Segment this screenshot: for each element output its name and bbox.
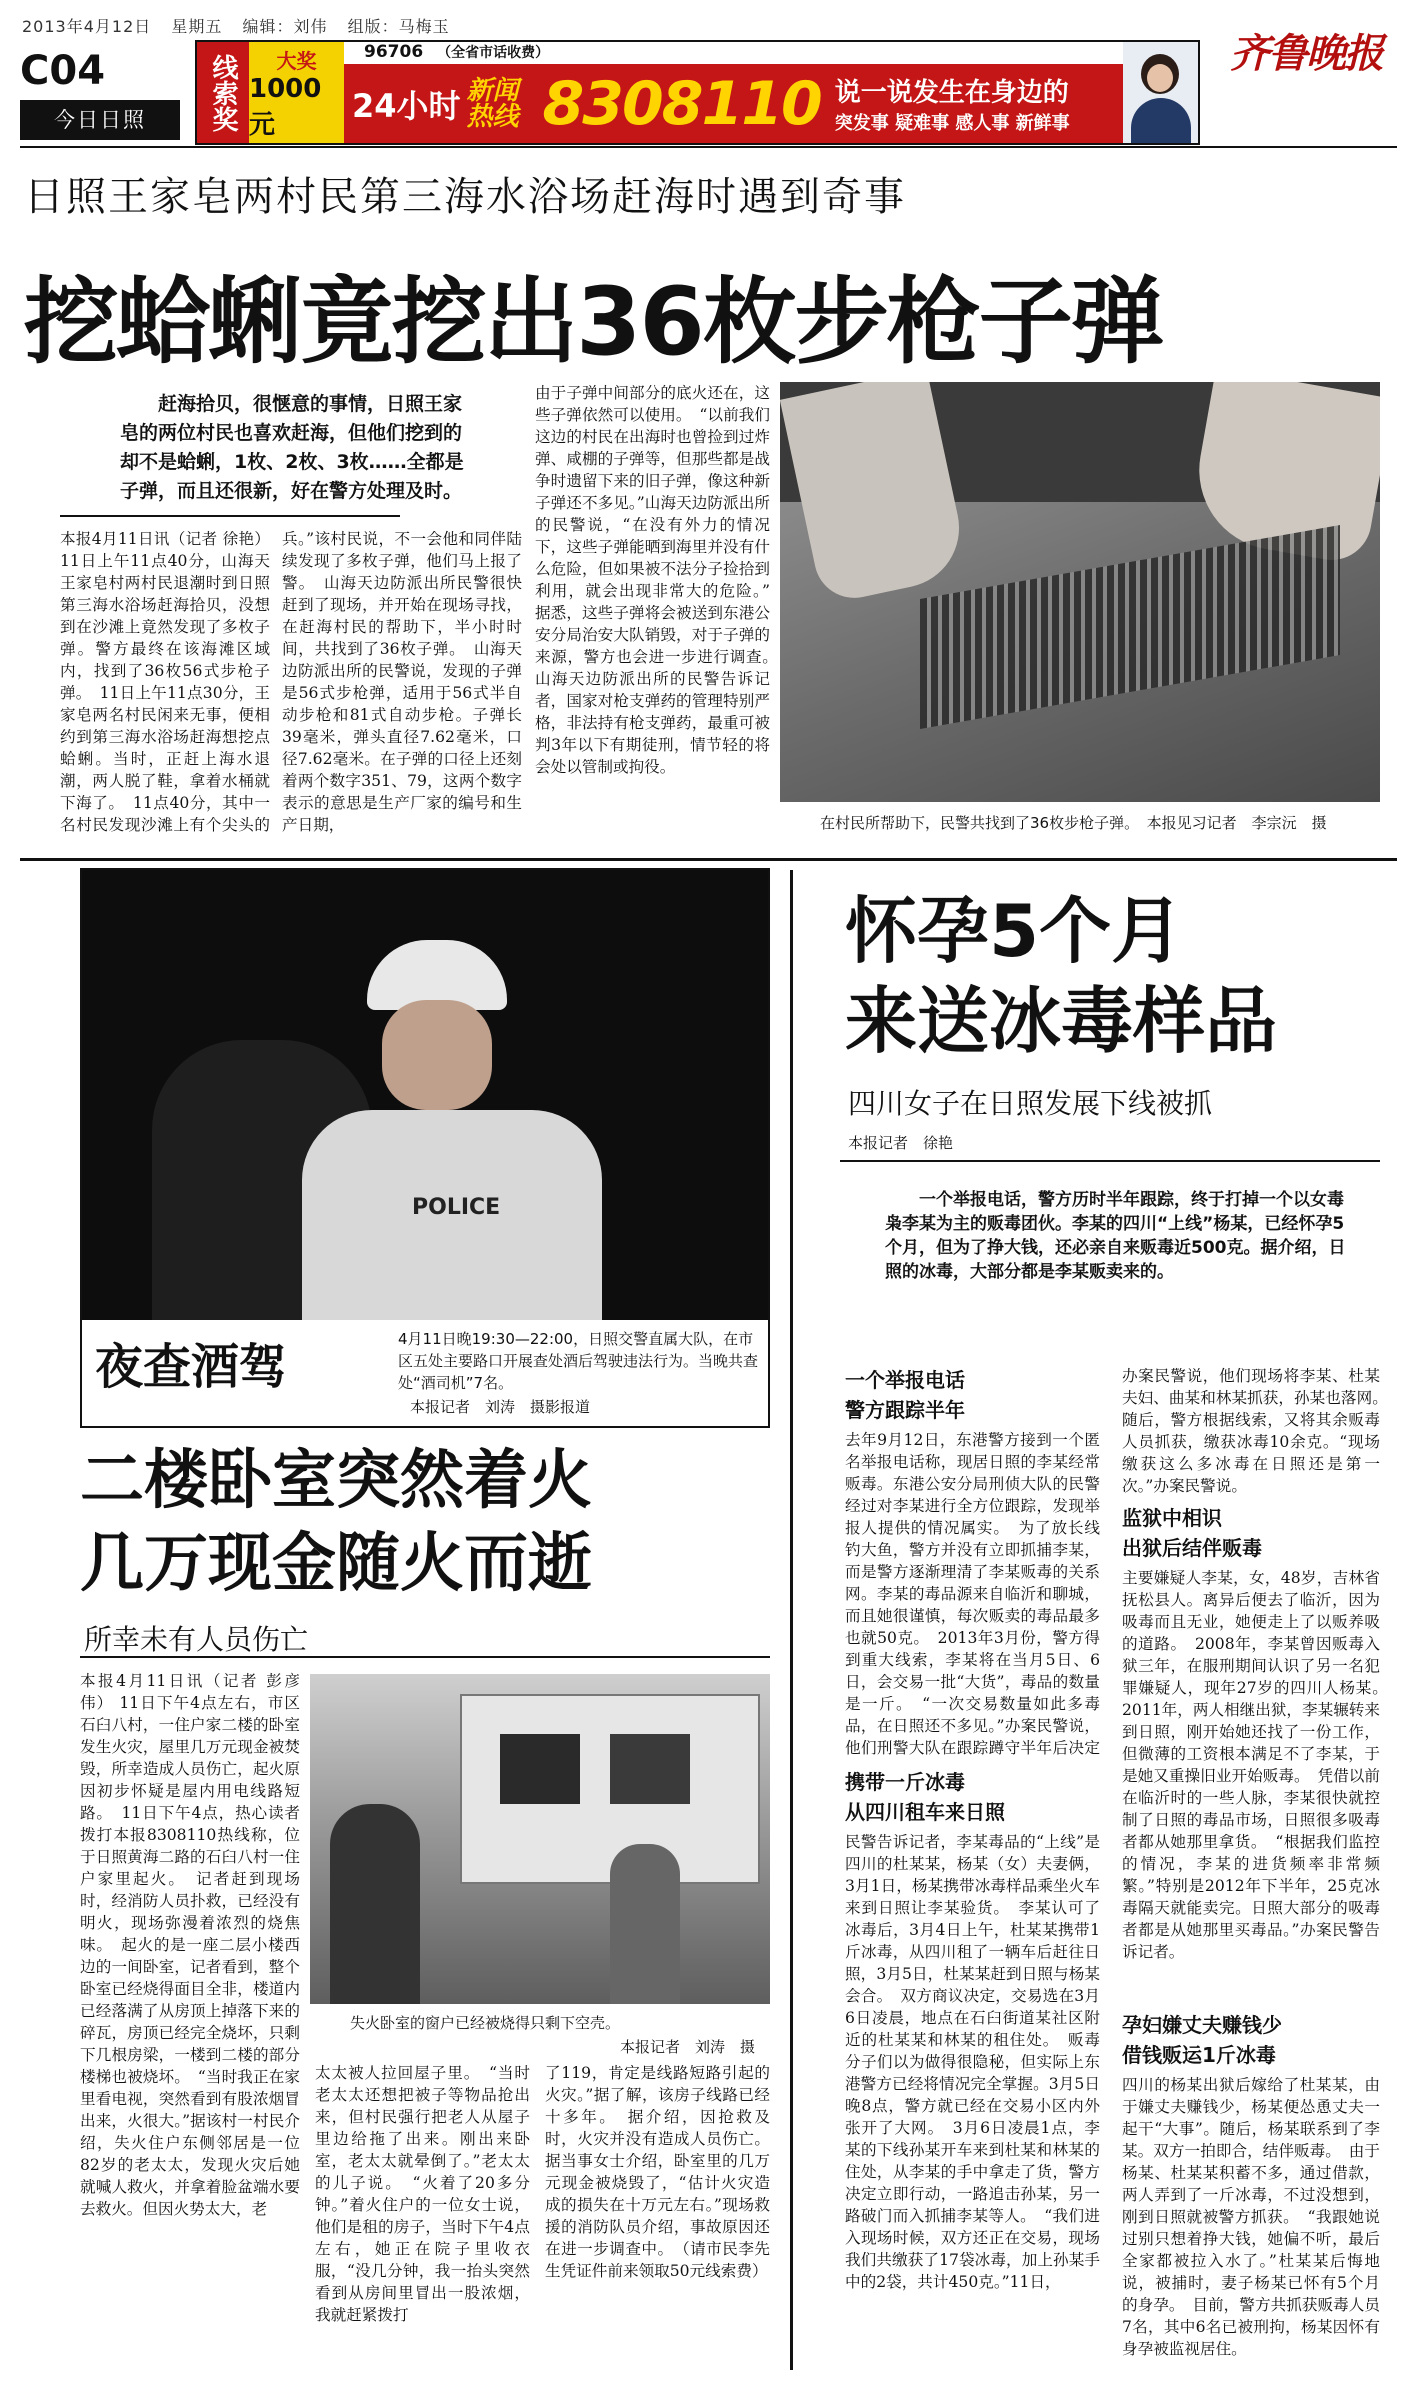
story4-heading-a1: 一个举报电话 xyxy=(845,1368,965,1392)
story1-lead: 赶海拾贝，很惬意的事情，日照王家皂的两位村民也喜欢赶海，但他们挖到的却不是蛤蜊，1枚、2枚、3枚……全都是子弹，而且还很新，好在警方处理及时。 xyxy=(120,393,464,502)
story3-rule xyxy=(80,1656,770,1658)
banner-left-label: 线索奖 xyxy=(197,42,249,143)
story2-credit: 本报记者 刘涛 摄影报道 xyxy=(410,1398,591,1416)
story4-subhead: 四川女子在日照发展下线被抓 xyxy=(848,1087,1213,1120)
story3-photo-credit: 本报记者 刘涛 摄 xyxy=(620,2038,756,2056)
photo-officer-face xyxy=(382,1000,492,1110)
story1-photo xyxy=(780,382,1380,802)
banner-number: 8308110 xyxy=(542,68,821,139)
story1-column-3: 由于子弹中间部分的底火还在，这些子弹依然可以使用。 “以前我们这边的村民在出海时也曾捡到过炸弹、咸棚的子弹等，但那些都是战争时遗留下来的旧子弹，像这种新子弹还不多见。”山海天边防派出所的民警说，“在没有外力的情况下，这些子弹能晒到海里并没有什么危险，但如果被不法分子捡拾到利用，就会出现非常大的危险。” 据悉，这些子弹将会被送到东港公安分局治安大队销毁，对于子弹的来源，警方也会进一步进行调查。 山海天边防派出所的民警告诉记者，国家对枪支弹药的管理特别严格，非法持有枪支弹药，最重可被判3年以下有期徒刑，情节轻的将会处以管制或拘役。 xyxy=(535,384,770,776)
story4-column-2 xyxy=(1122,1365,1380,2365)
story2-caption: 4月11日晚19:30—22:00，日照交警直属大队，在市区五处主要路口开展查处酒后驾驶违法行为。当晚共查处“酒司机”7名。 xyxy=(398,1330,759,1392)
weekday: 星期五 xyxy=(171,17,223,36)
divider-1 xyxy=(20,858,1397,861)
issue-date: 2013年4月12日 xyxy=(22,17,152,36)
banner-code: 96706 xyxy=(364,42,424,62)
portrait-body xyxy=(1131,98,1191,145)
story4-heading-b1: 携带一斤冰毒 xyxy=(845,1770,965,1794)
layout-editor: 组版：马梅玉 xyxy=(347,17,450,36)
story1-column-1: 本报4月11日讯（记者 徐艳） 11日上午11点40分，山海天王家皂村两村民退潮时到日照第三海水浴场赶海拾贝，没想到在沙滩上竟然发现了多枚子弹。警方最终在该海滩区域内，找到了36枚56式步枪子弹。 11日上午11点30分，王家皂两名村民闲来无事，便相约到第三海水浴场赶海想挖点蛤蜊。当时，正赶上海水退潮，两人脱了鞋，拿着水桶就下海了。 11点40分，其中一名村民发现沙滩上有个尖头的 xyxy=(60,530,270,834)
bullet-row-icon xyxy=(920,525,1340,729)
story3-photo xyxy=(310,1674,770,2004)
banner-hotline xyxy=(344,64,1123,143)
photo-burned-window-2 xyxy=(610,1734,690,1804)
story3-photo-caption: 失火卧室的窗户已经被烧得只剩下空壳。 xyxy=(350,2014,621,2032)
banner-prize xyxy=(249,42,344,143)
photo-person-right xyxy=(610,1844,680,2004)
story4-headline-1: 怀孕5个月 xyxy=(845,889,1184,973)
banner-slogan: 说一说发生在身边的 xyxy=(834,78,1069,108)
banner-news-hotline: 新闻热线 xyxy=(466,75,519,132)
story3-headline-1: 二楼卧室突然着火 xyxy=(80,1444,592,1518)
story4-text-b: 民警告诉记者，李某毒品的“上线”是四川的杜某某，杨某（女）夫妻俩，3月1日，杨某携带冰毒样品乘坐火车来到日照让李某验货。 李某认可了冰毒后，3月4日上午，杜某某携带1斤冰毒，从四川租了一辆车后赶往日照，3月5日，杜某某赶到日照与杨某会合。 双方商议决定，交易选在3月6日凌晨，地点在石臼街道某社区附近的杜某某和林某的租住处。 贩毒分子们以为做得很隐秘，但实际上东港警方已经将情况完全掌握。3月5日晚8点，警方就已经在交易小区内外张开了大网。 3月6日凌晨1点，李某的下线孙某开车来到杜某和林某的住处，从李某的手中拿走了货，警方决定立即行动，一路追击孙某，另一路破门而入抓捕李某等人。 “我们进入现场时候，双方还正在交易，现场我们共缴获了17袋冰毒，加上孙某手中的2袋，共计450克。”11日， xyxy=(845,1833,1100,2291)
newspaper-logo: 齐鲁晚报 xyxy=(1230,30,1382,77)
photo-burned-window xyxy=(500,1734,580,1804)
story4-byline: 本报记者 徐艳 xyxy=(848,1134,954,1152)
story4-heading-d1: 孕妇嫌丈夫赚钱少 xyxy=(1122,2013,1282,2037)
page-meta xyxy=(22,14,450,37)
banner-prize-amount: 1000元 xyxy=(249,73,322,140)
story3-column-1: 本报4月11日讯（记者 彭彦伟） 11日下午4点左右，市区石臼八村，一住户家二楼的卧室发生火灾，屋里几万元现金被焚毁，所幸造成人员伤亡，起火原因初步怀疑是屋内用电线路短路。 11日下午4点，热心读者拨打本报8308110热线称，位于日照黄海二路的石臼八村一住户家里起火。 记者赶到现场时，经消防人员扑救，已经没有明火，现场弥漫着浓烈的烧焦味。 起火的是一座二层小楼西边的一间卧室，记者看到，整个卧室已经烧得面目全非，楼道内已经落满了从房顶上掉落下来的碎瓦，房顶已经完全烧坏，只剩下几根房梁，一楼到二楼的部分楼梯也被烧坏。 “当时我正在家里看电视，突然看到有股浓烟冒出来，火很大。”据该村一村民介绍，失火住户东侧邻居是一位82岁的老太太，发现火灾后她就喊人救火，并拿着脸盆端水要去救火。但因火势太大，老 xyxy=(80,1672,300,2218)
story3-subhead: 所幸未有人员伤亡 xyxy=(84,1623,309,1656)
page-code: C04 xyxy=(20,48,106,94)
story3-column-3: 了119，肯定是线路短路引起的火灾。”据了解，该房子线路已经十多年。 据介绍，因抢救及时，火灾并没有造成人员伤亡。据当事女士介绍，卧室里的几万元现金被烧毁了，“估计火灾造成的损失在十万元左右。”现场救援的消防队员介绍，事故原因还在进一步调查中。 （请市民李先生凭证件前来领取50元线索费） xyxy=(545,2064,770,2280)
story4-text-a-cont: 办案民警说，他们现场将李某、杜某夫妇、曲某和林某抓获，孙某也落网。 随后，警方根据线索，又将其余贩毒人员抓获，缴获冰毒10余克。“现场缴获这么多冰毒在日照还是第一次。”办案民警说。 xyxy=(1122,1367,1380,1495)
story4-rule xyxy=(840,1160,1380,1162)
story3-headline-2: 几万现金随火而逝 xyxy=(80,1527,592,1601)
story4-heading-a2: 警方跟踪半年 xyxy=(845,1398,965,1422)
banner-hours: 24小时 xyxy=(352,86,461,125)
banner-main xyxy=(344,42,1123,143)
editor: 编辑：刘伟 xyxy=(242,17,328,36)
section-tag: 今日日照 xyxy=(20,100,180,140)
story1-column-2: 兵。”该村民说，不一会他和同伴陆续发现了多枚子弹，他们马上报了警。 山海天边防派出所民警很快赶到了现场，并开始在现场寻找，在赶海村民的帮助下，半小时时间，共找到了36枚子弹。 山海天边防派出所的民警说，发现的子弹是56式步枪弹，适用于56式半自动步枪和81式自动步枪。子弹长39毫米，弹头直径7.62毫米，口径7.62毫米。在子弹的口径上还刻着两个数字351、79，这两个数字表示的意思是生产厂家的编号和生产日期， xyxy=(282,530,522,834)
banner-prize-top: 大奖 xyxy=(276,48,317,73)
banner-code-note: （全省市话收费） xyxy=(437,45,550,61)
hotline-banner xyxy=(195,40,1200,145)
story2-photo xyxy=(82,870,768,1320)
banner-tags: 突发事 疑难事 感人事 新鲜事 xyxy=(834,113,1070,134)
vertical-divider xyxy=(790,870,793,2370)
story4-heading-c1: 监狱中相识 xyxy=(1122,1506,1222,1530)
story1-headline: 挖蛤蜊竟挖出36枚步枪子弹 xyxy=(24,268,1163,377)
photo-person-left xyxy=(330,1804,420,2004)
story4-text-a: 去年9月12日，东港警方接到一个匿名举报电话称，现居日照的李某经常贩毒。东港公安分局刑侦大队的民警经过对李某进行全方位跟踪，发现举报人提供的情况属实。 为了放长线钓大鱼，警方并没有立即抓捕李某，而是警方逐渐理清了李某贩毒的关系网。李某的毒品源来自临沂和聊城，而且她很谨慎，每次贩卖的毒品最多也就50克。 2013年3月份，警方得到重大线索，李某将在当月5日、6日，会交易一批“大货”，毒品的数量是一斤。 “一次交易数量如此多毒品，在日照还不多见。”办案民警说，他们刑警大队在跟踪蹲守半年后决定 xyxy=(845,1431,1100,1757)
story4-column-1 xyxy=(845,1365,1100,2365)
story4-headline-2: 来送冰毒样品 xyxy=(845,979,1278,1063)
story1-kicker: 日照王家皂两村民第三海水浴场赶海时遇到奇事 xyxy=(24,174,906,220)
story4-heading-b2: 从四川租车来日照 xyxy=(845,1800,1005,1824)
story3-column-2: 太太被人拉回屋子里。 “当时老太太还想把被子等物品抢出来，但村民强行把老人从屋子里边给拖了出来。刚出来卧室，老太太就晕倒了。”老太太的儿子说。 “火着了20多分钟。”着火住户的一位女士说，他们是租的房子，当时下午4点左右，她正在院子里收衣服，“没几分钟，我一抬头突然看到从房间里冒出一股浓烟，我就赶紧拨打 xyxy=(315,2064,530,2324)
story4-heading-c2: 出狱后结伴贩毒 xyxy=(1122,1536,1262,1560)
story4-text-c: 主要嫌疑人李某，女，48岁，吉林省抚松县人。离异后便去了临沂，因为吸毒而且无业，她便走上了以贩养吸的道路。 2008年，李某曾因贩毒入狱三年，在服刑期间认识了另一名犯罪嫌疑人，现年27岁的四川人杨某。 2011年，两人相继出狱，李某辗转来到日照，刚开始她还找了一份工作，但微薄的工资根本满足不了李某，于是她又重操旧业开始贩毒。 凭借以前在临沂时的一些人脉，李某很快就控制了日照的毒品市场，日照很多吸毒者都从她那里拿货。 “根据我们监控的情况，李某的进货频率非常频繁。”特别是2012年下半年，25克冰毒隔天就能卖完。日照大部分的吸毒者都是从她那里买毒品。”办案民警告诉记者。 xyxy=(1122,1569,1380,1961)
story4-heading-d2: 借钱贩运1斤冰毒 xyxy=(1122,2043,1276,2067)
story2-title: 夜查酒驾 xyxy=(95,1339,288,1395)
story4-lead: 一个举报电话，警方历时半年跟踪，终于打掉一个以女毒枭李某为主的贩毒团伙。李某的四川“上线”杨某，已经怀孕5个月，但为了挣大钱，还必亲自来贩毒近500克。据介绍，日照的冰毒，大部分都是李某贩卖来的。 xyxy=(885,1190,1346,1282)
header-rule xyxy=(20,146,1397,148)
banner-operator-portrait xyxy=(1123,42,1198,143)
story1-photo-caption: 在村民所帮助下，民警共找到了36枚步枪子弹。 本报见习记者 李宗沅 摄 xyxy=(820,814,1327,832)
photo-police-badge: POLICE xyxy=(412,1195,501,1220)
banner-code-line xyxy=(344,42,1123,64)
story4-text-d: 四川的杨某出狱后嫁给了杜某某，由于嫌丈夫赚钱少，杨某便怂恿丈夫一起干“大事”。随后，杨某联系到了李某。双方一拍即合，结伴贩毒。 由于杨某、杜某某积蓄不多，通过借款，两人弄到了一斤冰毒，不过没想到，刚到日照就被警方抓获。 “我跟她说过别只想着挣大钱，她偏不听，最后全家都被拉入水了。”杜某某后悔地说，被捕时，妻子杨某已怀有5个月的身孕。 目前，警方共抓获贩毒人员7名，其中6名已被刑拘，杨某因怀有身孕被监视居住。 xyxy=(1122,2076,1380,2358)
story1-lead-rule xyxy=(60,515,400,517)
banner-slogan-group xyxy=(835,72,1070,135)
portrait-face xyxy=(1147,64,1173,92)
